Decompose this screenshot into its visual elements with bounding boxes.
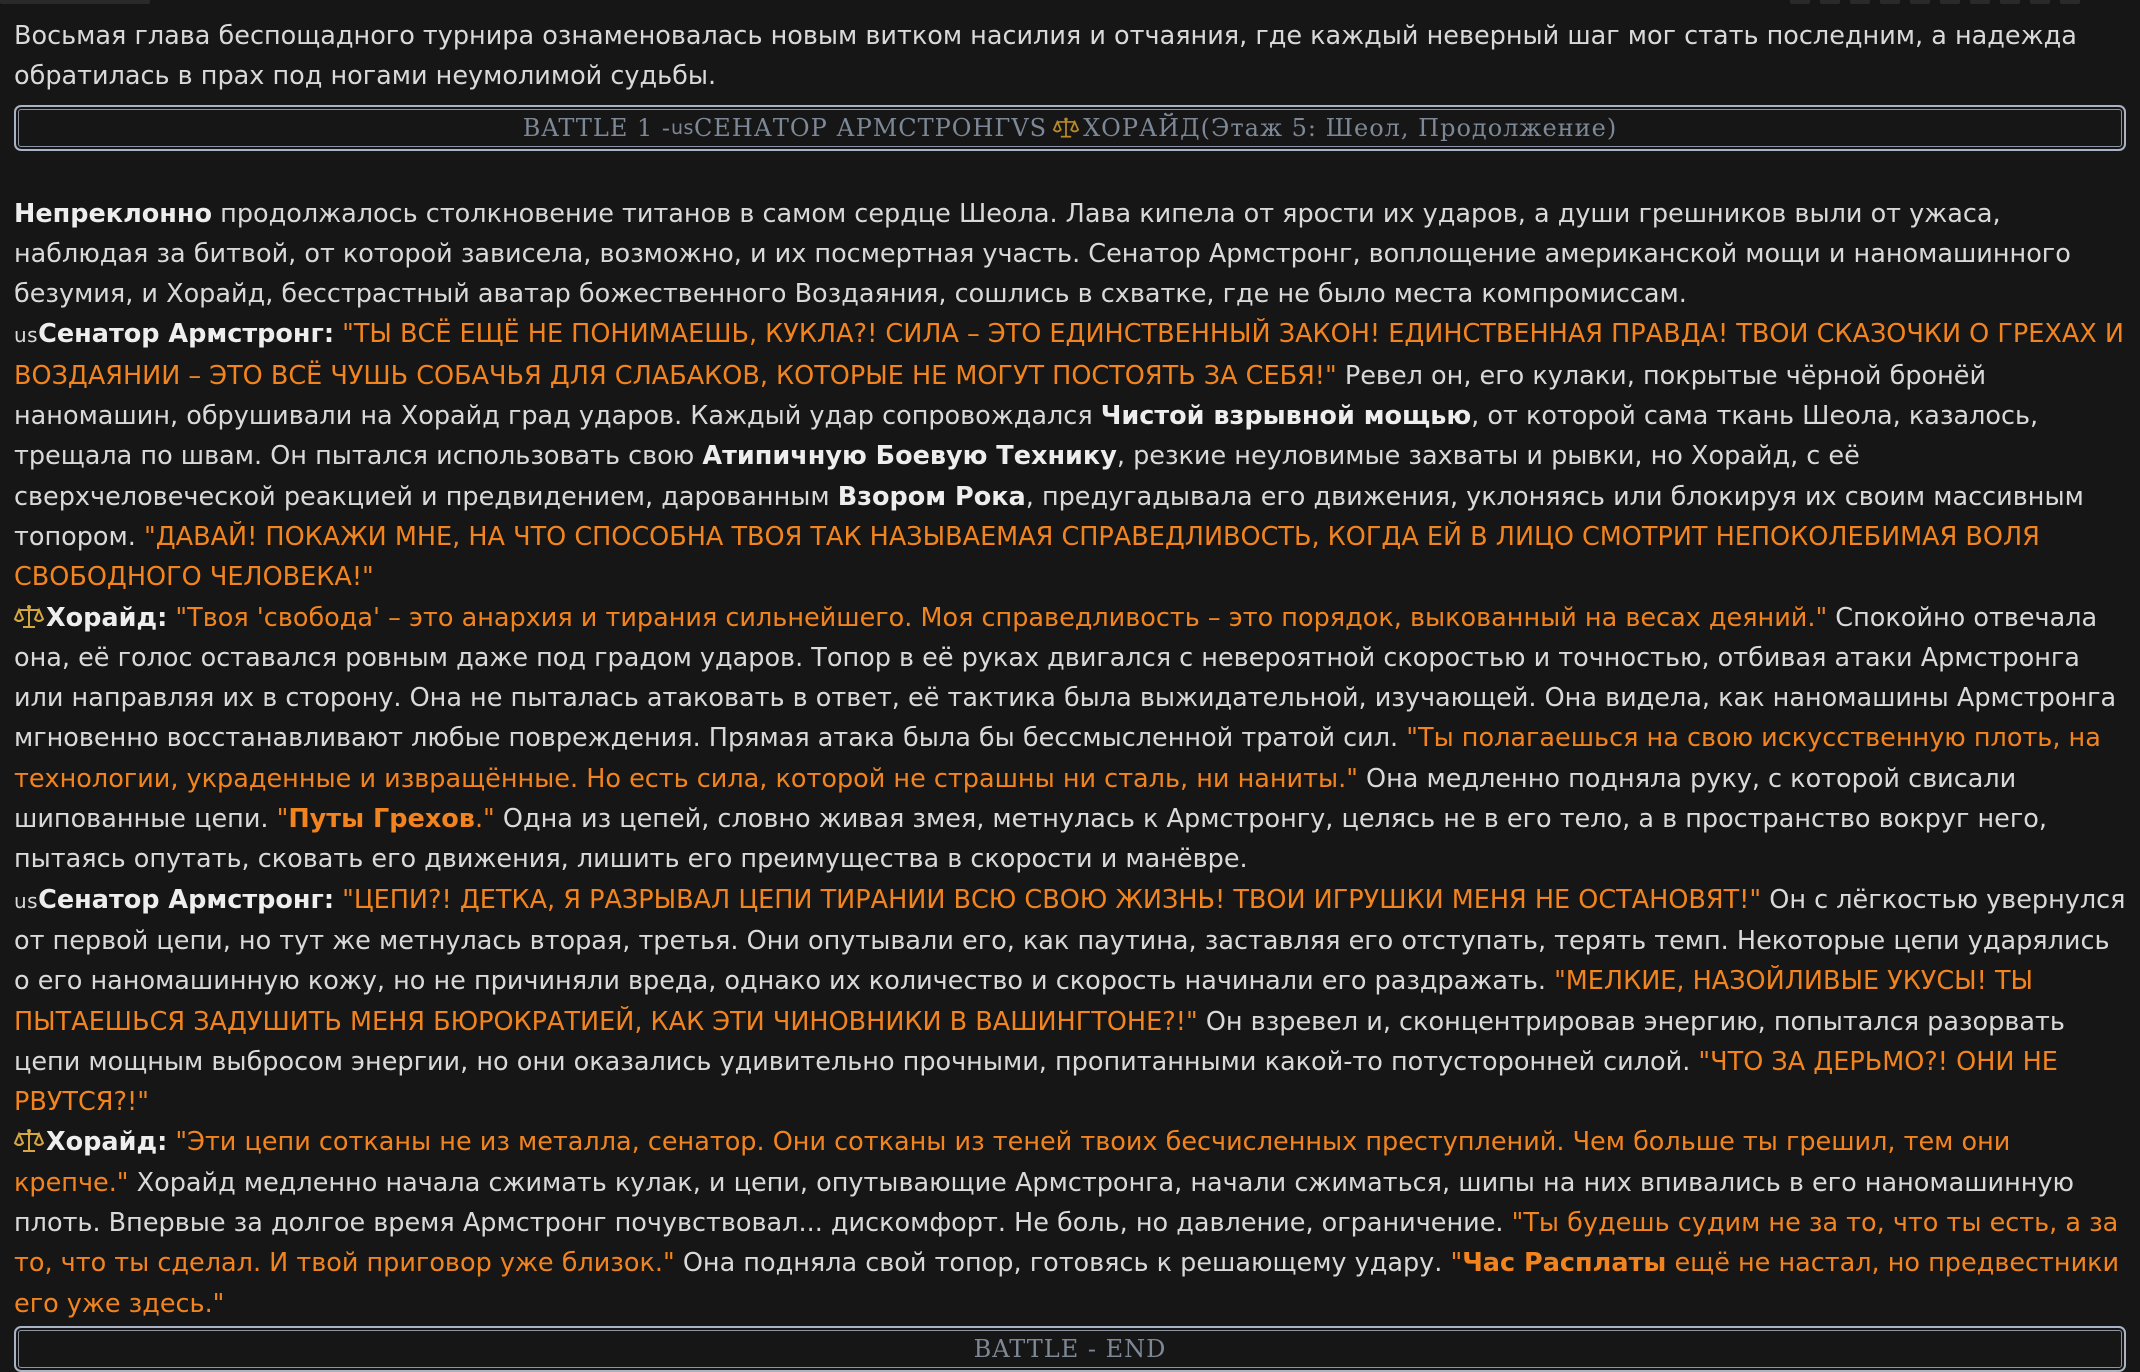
us-flag-icon: us — [14, 888, 39, 913]
speaker-name: Хорайд: — [46, 602, 168, 633]
quote: "Эти цепи сотканы не из металла, сенатор. Они сотканы из теней твоих бесчисленных преступлений. Чем больше ты грешил, тем они крепче." — [14, 1127, 2011, 1198]
battle-title-suffix: (Этаж 5: Шеол, Продолжение) — [1200, 113, 1618, 142]
quote: "Ты полагаешься на свою искусственную плоть, на технологии, украденные и извращённые. Но есть сила, которой не страшны ни сталь, ни наниты." — [14, 723, 2101, 794]
spacer — [14, 151, 2126, 194]
us-flag-icon: us — [14, 323, 39, 348]
quote: "Ты будешь судим не за то, что ты есть, а за то, что ты сделал. И твой приговор уже близок." — [14, 1208, 2119, 1279]
battle-fighter-left: СЕНАТОР АРМСТРОНГ — [693, 113, 1012, 142]
quote-rest: ещё не настал, но предвестники его уже здесь." — [14, 1248, 2120, 1319]
narration-text: Одна из цепей, словно живая змея, метнулась к Армстронгу, целясь не в его тело, а в пространство вокруг него, пытаясь опутать, сковать его движения, лишить его преимущества в скорости и манёвре. — [14, 804, 2047, 875]
narration-text: Он взревел и, сконцентрировав энергию, попытался разорвать цепи мощным выбросом энергии, но они оказались удивительно прочными, пропитанными какой-то потусторонней силой. — [14, 1006, 2065, 1077]
speaker-name: Хорайд: — [46, 1127, 168, 1158]
narration-paragraph-1 — [14, 194, 2126, 315]
top-toolbar-remnant — [0, 0, 2140, 8]
balance-scale-icon — [14, 1128, 44, 1154]
battle-versus: VS — [1011, 113, 1048, 142]
lead-bold-word: Непреклонно — [14, 198, 213, 229]
narration-text: Она медленно подняла руку, с которой свисали шипованные цепи. — [14, 763, 2017, 835]
battle-fighter-right: ХОРАЙД — [1083, 113, 1201, 142]
quote-open: " — [1450, 1248, 1463, 1279]
horaid-paragraph-1 — [14, 598, 2126, 880]
armstrong-paragraph-2 — [14, 880, 2126, 1123]
battle-header-box — [14, 105, 2126, 151]
narration-text: , резкие неуловимые захваты и рывки, но Хорайд, с её сверхчеловеческой реакцией и предвидением, дарованным — [14, 441, 1860, 512]
quote: "МЕЛКИЕ, НАЗОЙЛИВЫЕ УКУСЫ! ТЫ ПЫТАЕШЬСЯ ЗАДУШИТЬ МЕНЯ БЮРОКРАТИЕЙ, КАК ЭТИ ЧИНОВНИКИ В ВАШИНГТОНЕ?!" — [14, 966, 2034, 1037]
balance-scale-icon — [14, 604, 44, 630]
narration-text: Спокойно отвечала она, её голос оставался ровным даже под градом ударов. Топор в её руках двигался с невероятной скоростью и точностью, отбивая атаки Армстронга или направляя их в сторону. Она не пыталась атаковать в ответ, её тактика была выжидательной, изучающей. Она видела, как наномашины Армстронга мгновенно восстанавливают любые повреждения. Прямая атака была бы бессмысленной тратой сил. — [14, 602, 2117, 754]
narration-text: Он с лёгкостью увернулся от первой цепи, но тут же метнулась вторая, третья. Они опутывали его, как паутина, заставляя его отступать, терять темп. Некоторые цепи ударялись о его наномашинную кожу, но не причиняли вреда, однако их количество и скорость начинали его раздражать. — [14, 884, 2126, 997]
quote-close: ." — [474, 804, 495, 835]
speaker-name: Сенатор Армстронг: — [38, 884, 335, 915]
battle-title-prefix: BATTLE 1 - — [522, 113, 671, 142]
us-flag-icon: us — [670, 116, 694, 139]
ability-name: Путы Грехов — [288, 804, 475, 835]
balance-scale-icon — [1053, 116, 1079, 140]
ability-name: Чистой взрывной мощью — [1100, 401, 1472, 432]
ability-name: Час Расплаты — [1462, 1248, 1667, 1279]
quote: "Твоя 'свобода' – это анархия и тирания сильнейшего. Моя справедливость – это порядок, выкованный на весах деяний." — [167, 602, 1828, 633]
battle-end-label: BATTLE - END — [973, 1334, 1167, 1363]
narration-text: Хорайд медленно начала сжимать кулак, и цепи, опутывающие Армстронга, начали сжиматься, шипы на них впивались в его наномашинную плоть. Впервые за долгое время Армстронг почувствовал... дискомфорт. Не боль, но давление, ограничение. — [14, 1167, 2075, 1239]
quote: "ДАВАЙ! ПОКАЖИ МНЕ, НА ЧТО СПОСОБНА ТВОЯ ТАК НАЗЫВАЕМАЯ СПРАВЕДЛИВОСТЬ, КОГДА ЕЙ В ЛИЦО СМОТРИТ НЕПОКОЛЕБИМАЯ ВОЛЯ СВОБОДНОГО ЧЕЛОВЕКА!" — [14, 521, 2040, 593]
quote: "ЧТО ЗА ДЕРЬМО?! ОНИ НЕ РВУТСЯ?!" — [14, 1046, 2058, 1118]
narration-text: , от которой сама ткань Шеола, казалось, трещала по швам. Он пытался использовать свою — [14, 401, 2039, 472]
narration-text: Она подняла свой топор, готовясь к решающему удару. — [674, 1248, 1451, 1279]
armstrong-paragraph-1 — [14, 314, 2126, 597]
intro-paragraph: Восьмая глава беспощадного турнира ознаменовалась новым витком насилия и отчаяния, где каждый неверный шаг мог стать последним, а надежда обратилась в прах под ногами неумолимой судьбы. — [14, 21, 2077, 92]
quote: "ЦЕПИ?! ДЕТКА, Я РАЗРЫВАЛ ЦЕПИ ТИРАНИИ ВСЮ СВОЮ ЖИЗНЬ! ТВОИ ИГРУШКИ МЕНЯ НЕ ОСТАНОВЯТ!" — [334, 884, 1762, 915]
speaker-name: Сенатор Армстронг: — [38, 319, 335, 350]
ability-name: Взором Рока — [837, 481, 1026, 512]
quote-open: " — [276, 804, 289, 835]
narration-text: продолжалось столкновение титанов в самом сердце Шеола. Лава кипела от ярости их ударов, а души грешников выли от ужаса, наблюдая за битвой, от которой зависела, возможно, и их посмертная участь. Сенатор Армстронг, воплощение американской мощи и наномашинного безумия, и Хорайд, бесстрастный аватар божественного Воздаяния, сошлись в схватке, где не было места компромиссам. — [14, 198, 2071, 310]
battle-end-box — [14, 1326, 2126, 1372]
narration-text: , предугадывала его движения, уклоняясь или блокируя их своим массивным топором. — [14, 481, 2084, 552]
ability-name: Атипичную Боевую Технику — [702, 441, 1117, 472]
horaid-paragraph-2 — [14, 1122, 2126, 1323]
narration-text: Ревел он, его кулаки, покрытые чёрной бронёй наномашин, обрушивали на Хорайд град ударов. Каждый удар сопровождался — [14, 360, 1987, 432]
quote: "ТЫ ВСЁ ЕЩЁ НЕ ПОНИМАЕШЬ, КУКЛА?! СИЛА – ЭТО ЕДИНСТВЕННЫЙ ЗАКОН! ЕДИНСТВЕННАЯ ПРАВДА! ТВОИ СКАЗОЧКИ О ГРЕХАХ И ВОЗДАЯНИИ – ЭТО ВСЁ ЧУШЬ СОБАЧЬЯ ДЛЯ СЛАБАКОВ, КОТОРЫЕ НЕ МОГУТ ПОСТОЯТЬ ЗА СЕБЯ!" — [14, 319, 2124, 391]
